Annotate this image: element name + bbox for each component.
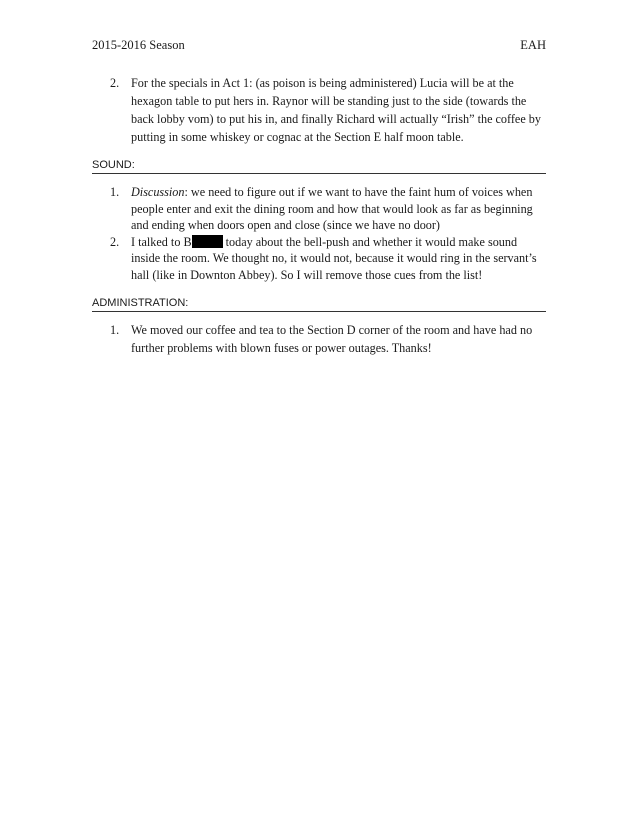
list-item-number: 1. [110,323,120,337]
list-item [92,184,546,234]
list-item [92,74,546,146]
list-item-text: We moved our coffee and tea to the Section D corner of the room and have had no further problems with blown fuses or power outages. Thanks! [131,323,533,355]
administration-heading: ADMINISTRATION: [92,296,546,312]
list-item-text-start: I talked to B [131,234,192,249]
administration-list [92,321,546,357]
props-list [92,74,546,146]
sound-list [92,184,546,283]
list-item [92,234,546,284]
sound-heading: SOUND: [92,158,546,174]
list-item-text: : we need to figure out if we want to have the faint hum of voices when people enter and exit the dining room and how that would look as far as beginning and ending when doors open and close (since we have no door) [131,185,533,232]
page-header [92,38,546,54]
list-item-number: 2. [110,234,120,249]
list-item [92,321,546,357]
list-item-text: today about the bell-push and whether it would make sound inside the room. We thought no, it would not, because it would ring in the servant’s hall (like in Downton Abbey). So I will remove those cues from the list! [131,234,537,282]
header-season: 2015-2016 Season [92,38,185,52]
list-item-number: 2. [110,76,120,90]
list-item-number: 1. [110,185,120,199]
header-initials: EAH [520,38,546,52]
redaction-block [192,235,223,248]
discussion-label: Discussion [131,185,185,199]
list-item-text: For the specials in Act 1: (as poison is being administered) Lucia will be at the hexagon table to put hers in. Raynor will be standing just to the side (towards the back lobby vom) to put his in, and finally Richard will actually “Irish” the coffee by putting in some whiskey or cognac at the Section E half moon table. [131,76,541,144]
